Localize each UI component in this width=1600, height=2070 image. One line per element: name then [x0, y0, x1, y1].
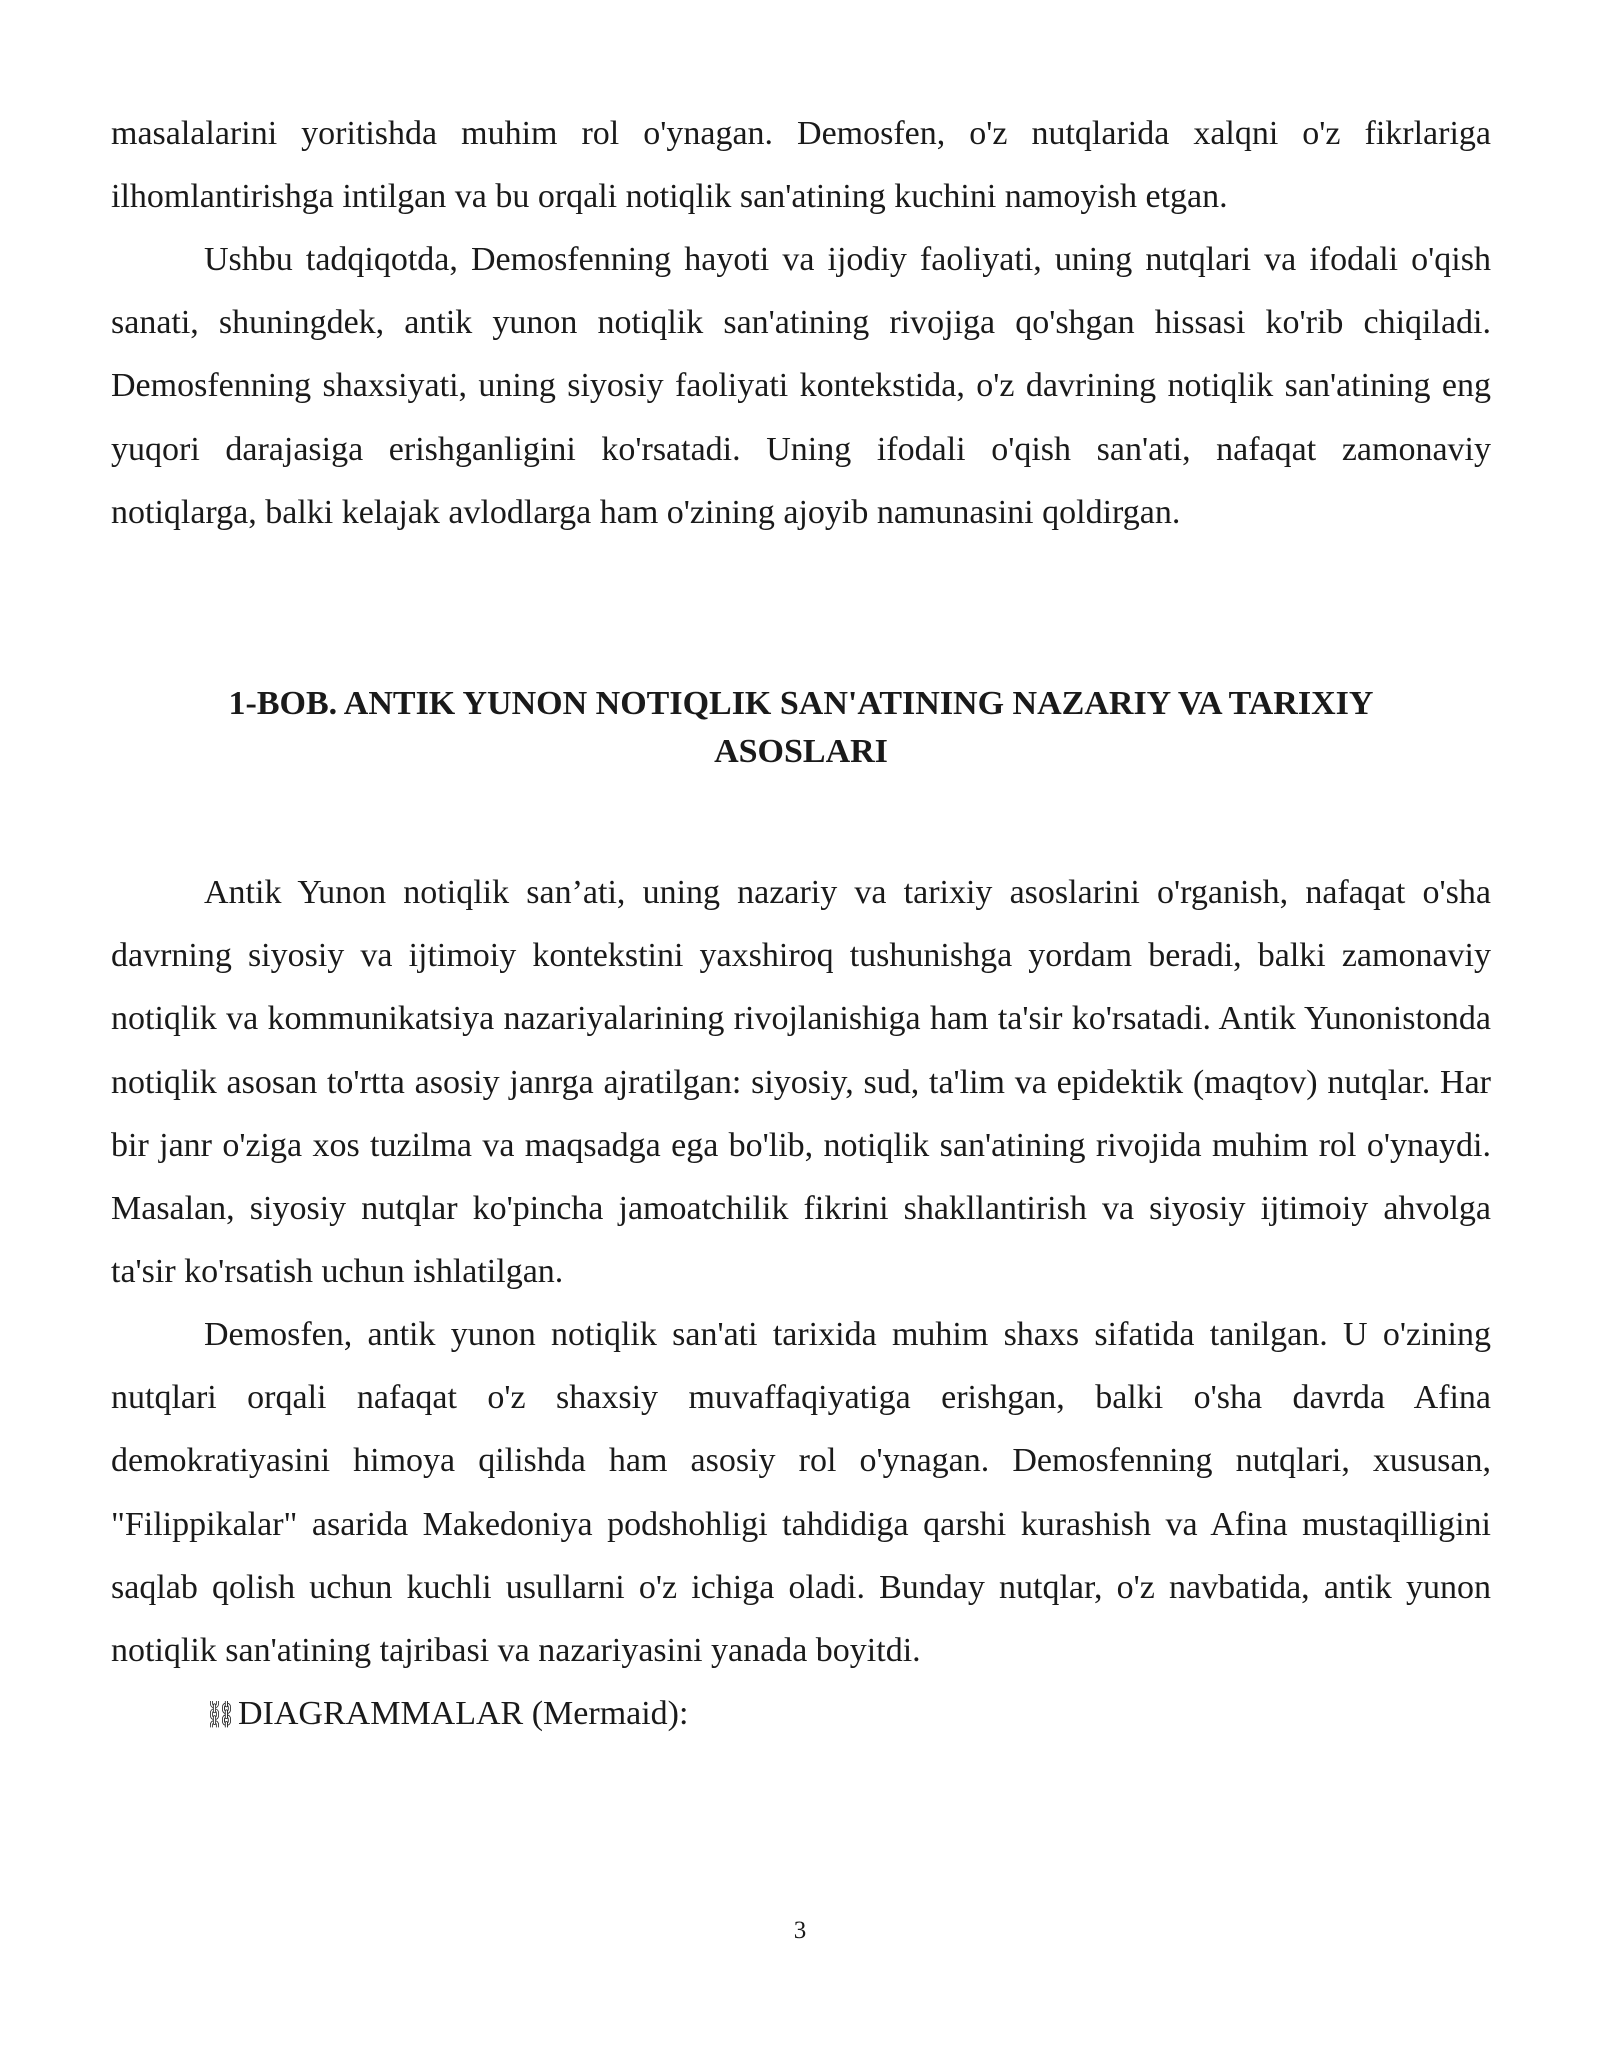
paragraph-continuation: masalalarini yoritishda muhim rol o'ynagan. Demosfen, o'z nutqlarida xalqni o'z fikrlariga ilhomlantirishga intilgan va bu orqali notiqlik san'atining kuchini namoyish etgan.	[111, 115, 1491, 216]
diagrams-label	[111, 1682, 1491, 1747]
paragraph-study-overview: Ushbu tadqiqotda, Demosfenning hayoti va ijodiy faoliyati, uning nutqlari va ifodali o'qish sanati, shuningdek, antik yunon notiqlik san'atining rivojiga qo'shgan hissasi ko'rib chiqiladi. Demosfenning shaxsiyati, uning siyosiy faoliyati kontekstida, o'z davrining notiqlik san'atining eng yuqori darajasiga erishganligini ko'rsatadi. Uning ifodali o'qish san'ati, nafaqat zamonaviy notiqlarga, balki kelajak avlodlarga ham o'zining ajoyib namunasini qoldirgan.	[111, 241, 1491, 531]
chapter-heading-line-1: 1-BOB. ANTIK YUNON NOTIQLIK SAN'ATINING NAZARIY VA TARIXIY	[228, 685, 1374, 722]
diagrams-label-text: DIAGRAMMALAR (Mermaid):	[238, 1695, 689, 1732]
paragraph-theory-history: Antik Yunon notiqlik san’ati, uning nazariy va tarixiy asoslarini o'rganish, nafaqat o'sha davrning siyosiy va ijtimoiy kontekstini yaxshiroq tushunishga yordam beradi, balki zamonaviy notiqlik va kommunikatsiya nazariyalarining rivojlanishiga ham ta'sir ko'rsatadi. Antik Yunonistonda notiqlik asosan to'rtta asosiy janrga ajratilgan: siyosiy, sud, ta'lim va epidektik (maqtov) nutqlar. Har bir janr o'ziga xos tuzilma va maqsadga ega bo'lib, notiqlik san'atining rivojida muhim rol o'ynaydi. Masalan, siyosiy nutqlar ko'pincha jamoatchilik fikrini shakllantirish va siyosiy ijtimoiy ahvolga ta'sir ko'rsatish uchun ishlatilgan.	[111, 874, 1491, 1291]
chapter-heading-line-2: ASOSLARI	[714, 733, 888, 770]
paragraph-demosthenes: Demosfen, antik yunon notiqlik san'ati tarixida muhim shaxs sifatida tanilgan. U o'zining nutqlari orqali nafaqat o'z shaxsiy muvaffaqiyatiga erishgan, balki o'sha davrda Afina demokratiyasini himoya qilishda ham asosiy rol o'ynagan. Demosfenning nutqlari, xususan, "Filippikalar" asarida Makedoniya podshohligi tahdidiga qarshi kurashish va Afina mustaqilligini saqlab qolish uchun kuchli usullarni o'z ichiga oladi. Bunday nutqlar, o'z navbatida, antik yunon notiqlik san'atining tajribasi va nazariyasini yanada boyitdi.	[111, 1316, 1491, 1670]
link-icon: ⛓	[204, 1700, 238, 1730]
page-number: 3	[793, 1917, 807, 1944]
chapter-heading	[111, 680, 1491, 776]
